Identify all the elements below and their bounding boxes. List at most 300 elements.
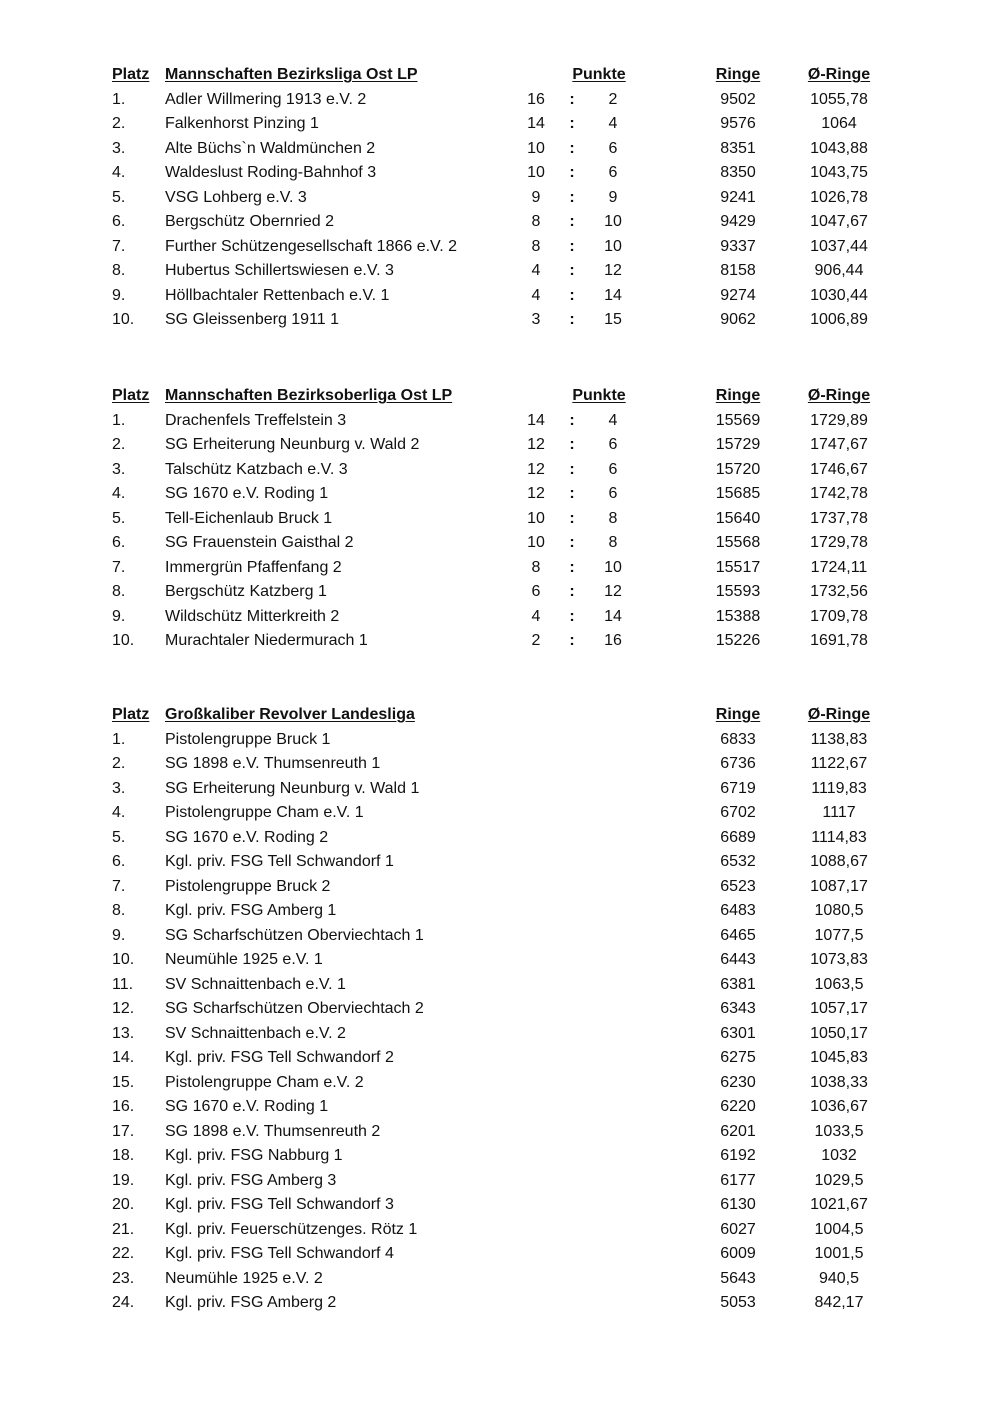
ringe-cell: 6702: [720, 804, 756, 821]
points-separator: :: [569, 485, 575, 502]
team-name-cell: SG 1898 e.V. Thumsenreuth 1: [165, 755, 381, 772]
ringe-cell: 6833: [720, 730, 756, 748]
table-body: [0, 409, 1000, 654]
team-name-cell: SV Schnaittenbach e.V. 2: [165, 1024, 346, 1042]
points-lost-cell: 4: [608, 411, 618, 429]
rank-cell: 9.: [112, 286, 126, 304]
avg-ringe-cell: 1063,5: [814, 975, 864, 993]
ringe-cell: 9062: [720, 311, 756, 328]
team-name-cell: Tell-Eichenlaub Bruck 1: [165, 509, 333, 527]
table-row: [0, 580, 1000, 605]
rank-cell: 10.: [112, 632, 135, 649]
rank-cell: 9.: [112, 926, 126, 944]
points-lost-cell: 12: [604, 262, 622, 279]
avg-ringe-cell: 1747,67: [810, 436, 868, 453]
points-won-cell: 4: [531, 286, 541, 304]
ringe-cell: 6343: [720, 1000, 756, 1017]
team-name-cell: Further Schützengesellschaft 1866 e.V. 2: [165, 237, 458, 255]
ringe-cell: 6009: [720, 1245, 756, 1262]
ringe-cell: 15568: [715, 534, 761, 551]
points-separator: :: [569, 164, 575, 181]
header-avg-ringe: Ø-Ringe: [807, 387, 871, 404]
points-won-cell: 3: [531, 311, 541, 328]
avg-ringe-cell: 1021,67: [810, 1196, 868, 1213]
team-name-cell: Pistolengruppe Bruck 2: [165, 877, 331, 895]
ringe-cell: 6443: [720, 951, 756, 968]
ringe-cell: 6275: [720, 1049, 756, 1066]
points-lost-cell: 14: [604, 607, 622, 625]
rank-cell: 8.: [112, 583, 126, 600]
rank-cell: 13.: [112, 1024, 135, 1042]
league-revolver-landesliga: [0, 703, 1000, 1316]
points-won-cell: 8: [531, 237, 541, 255]
table-header: [0, 703, 1000, 728]
avg-ringe-cell: 1122,67: [810, 755, 868, 772]
table-row: [0, 458, 1000, 483]
rank-cell: 17.: [112, 1122, 135, 1140]
team-name-cell: Kgl. priv. FSG Amberg 2: [165, 1294, 337, 1311]
header-ringe: Ringe: [715, 66, 761, 83]
team-name-cell: Kgl. priv. FSG Amberg 1: [165, 902, 337, 919]
team-name-cell: Murachtaler Niedermurach 1: [165, 632, 368, 649]
table-row: [0, 875, 1000, 900]
avg-ringe-cell: 1691,78: [810, 632, 868, 649]
avg-ringe-cell: 1746,67: [810, 460, 868, 478]
ringe-cell: 9274: [720, 286, 756, 304]
team-name-cell: SG Scharfschützen Oberviechtach 1: [165, 926, 424, 944]
points-separator: :: [569, 286, 575, 304]
points-won-cell: 10: [527, 139, 545, 157]
avg-ringe-cell: 1047,67: [810, 213, 868, 230]
team-name-cell: Wildschütz Mitterkreith 2: [165, 607, 340, 625]
points-separator: :: [569, 534, 575, 551]
avg-ringe-cell: 1138,83: [810, 730, 868, 748]
table-row: [0, 1144, 1000, 1169]
points-won-cell: 10: [527, 534, 545, 551]
team-name-cell: Talschütz Katzbach e.V. 3: [165, 460, 348, 478]
table-row: [0, 259, 1000, 284]
points-lost-cell: 4: [608, 115, 618, 132]
table-row: [0, 1291, 1000, 1316]
table-row: [0, 1046, 1000, 1071]
team-name-cell: Immergrün Pfaffenfang 2: [165, 558, 342, 576]
team-name-cell: VSG Lohberg e.V. 3: [165, 188, 307, 206]
avg-ringe-cell: 1029,5: [814, 1171, 864, 1189]
table-row: [0, 1095, 1000, 1120]
table-row: [0, 850, 1000, 875]
team-name-cell: SG Scharfschützen Oberviechtach 2: [165, 1000, 424, 1017]
table-row: [0, 284, 1000, 309]
table-row: [0, 1071, 1000, 1096]
team-name-cell: Kgl. priv. FSG Tell Schwandorf 3: [165, 1196, 394, 1213]
points-separator: :: [569, 558, 575, 576]
avg-ringe-cell: 1045,83: [810, 1049, 868, 1066]
avg-ringe-cell: 1033,5: [814, 1122, 864, 1140]
points-separator: :: [569, 411, 575, 429]
avg-ringe-cell: 1742,78: [810, 485, 868, 502]
avg-ringe-cell: 1709,78: [810, 607, 868, 625]
ringe-cell: 6736: [720, 755, 756, 772]
team-name-cell: Drachenfels Treffelstein 3: [165, 411, 347, 429]
team-name-cell: SG Erheiterung Neunburg v. Wald 1: [165, 779, 420, 797]
header-platz: Platz: [112, 66, 150, 83]
team-name-cell: Falkenhorst Pinzing 1: [165, 115, 319, 132]
ringe-cell: 6220: [720, 1098, 756, 1115]
points-separator: :: [569, 188, 575, 206]
rank-cell: 1.: [112, 411, 126, 429]
avg-ringe-cell: 1006,89: [810, 311, 868, 328]
avg-ringe-cell: 1077,5: [814, 926, 864, 944]
rank-cell: 2.: [112, 436, 126, 453]
table-row: [0, 161, 1000, 186]
header-league-name: Mannschaften Bezirksliga Ost LP: [165, 66, 418, 83]
ringe-cell: 15729: [715, 436, 761, 453]
points-separator: :: [569, 262, 575, 279]
rank-cell: 5.: [112, 509, 126, 527]
ringe-cell: 8350: [720, 164, 756, 181]
points-lost-cell: 15: [604, 311, 622, 328]
table-row: [0, 137, 1000, 162]
team-name-cell: SG 1670 e.V. Roding 2: [165, 828, 329, 846]
points-won-cell: 12: [527, 485, 545, 502]
ringe-cell: 15569: [715, 411, 761, 429]
ringe-cell: 6192: [720, 1147, 756, 1164]
avg-ringe-cell: 1038,33: [810, 1073, 868, 1091]
rank-cell: 8.: [112, 262, 126, 279]
points-won-cell: 16: [527, 90, 545, 108]
rank-cell: 1.: [112, 730, 126, 748]
team-name-cell: SV Schnaittenbach e.V. 1: [165, 975, 346, 993]
points-won-cell: 8: [531, 213, 541, 230]
avg-ringe-cell: 1026,78: [810, 188, 868, 206]
table-row: [0, 629, 1000, 654]
table-row: [0, 801, 1000, 826]
table-row: [0, 1242, 1000, 1267]
ringe-cell: 15593: [715, 583, 761, 600]
points-won-cell: 2: [531, 632, 541, 649]
header-league-name: Großkaliber Revolver Landesliga: [165, 706, 415, 723]
points-won-cell: 10: [527, 164, 545, 181]
avg-ringe-cell: 1043,88: [810, 139, 868, 157]
rank-cell: 22.: [112, 1245, 135, 1262]
header-ringe: Ringe: [715, 387, 761, 404]
league-bezirksoberliga: [0, 384, 1000, 654]
ringe-cell: 9576: [720, 115, 756, 132]
avg-ringe-cell: 1036,67: [810, 1098, 868, 1115]
rank-cell: 5.: [112, 828, 126, 846]
ringe-cell: 6130: [720, 1196, 756, 1213]
team-name-cell: SG Erheiterung Neunburg v. Wald 2: [165, 436, 420, 453]
team-name-cell: SG 1670 e.V. Roding 1: [165, 485, 329, 502]
table-header: [0, 63, 1000, 88]
ringe-cell: 6301: [720, 1024, 756, 1042]
table-row: [0, 235, 1000, 260]
table-row: [0, 605, 1000, 630]
rank-cell: 8.: [112, 902, 126, 919]
points-lost-cell: 14: [604, 286, 622, 304]
team-name-cell: Waldeslust Roding-Bahnhof 3: [165, 164, 377, 181]
header-platz: Platz: [112, 387, 150, 404]
avg-ringe-cell: 940,5: [818, 1269, 860, 1287]
points-lost-cell: 8: [608, 534, 618, 551]
rank-cell: 3.: [112, 779, 126, 797]
points-lost-cell: 16: [604, 632, 622, 649]
ringe-cell: 6027: [720, 1220, 756, 1238]
points-lost-cell: 6: [608, 164, 618, 181]
points-won-cell: 10: [527, 509, 545, 527]
ringe-cell: 15517: [715, 558, 761, 576]
avg-ringe-cell: 1050,17: [810, 1024, 868, 1042]
table-row: [0, 482, 1000, 507]
rank-cell: 2.: [112, 755, 126, 772]
avg-ringe-cell: 1004,5: [814, 1220, 864, 1238]
avg-ringe-cell: 1114,83: [811, 828, 867, 846]
ringe-cell: 6465: [720, 926, 756, 944]
team-name-cell: Hubertus Schillertswiesen e.V. 3: [165, 262, 394, 279]
ringe-cell: 15640: [715, 509, 761, 527]
rank-cell: 24.: [112, 1294, 135, 1311]
points-separator: :: [569, 237, 575, 255]
ringe-cell: 9337: [720, 237, 756, 255]
avg-ringe-cell: 1055,78: [810, 90, 868, 108]
points-won-cell: 12: [527, 460, 545, 478]
points-lost-cell: 6: [608, 436, 618, 453]
team-name-cell: Pistolengruppe Bruck 1: [165, 730, 331, 748]
ringe-cell: 6689: [720, 828, 756, 846]
points-separator: :: [569, 90, 575, 108]
table-row: [0, 210, 1000, 235]
rank-cell: 4.: [112, 485, 126, 502]
table-row: [0, 973, 1000, 998]
table-body: [0, 88, 1000, 333]
team-name-cell: Bergschütz Katzberg 1: [165, 583, 327, 600]
avg-ringe-cell: 1087,17: [810, 877, 868, 895]
table-row: [0, 531, 1000, 556]
team-name-cell: SG Frauenstein Gaisthal 2: [165, 534, 354, 551]
avg-ringe-cell: 1032: [821, 1147, 857, 1164]
table-row: [0, 1193, 1000, 1218]
ringe-cell: 6483: [720, 902, 756, 919]
points-separator: :: [569, 311, 575, 328]
avg-ringe-cell: 1037,44: [810, 237, 868, 255]
points-won-cell: 9: [531, 188, 541, 206]
rank-cell: 6.: [112, 213, 126, 230]
team-name-cell: Pistolengruppe Cham e.V. 1: [165, 804, 364, 821]
header-punkte: Punkte: [572, 66, 626, 83]
points-won-cell: 12: [527, 436, 545, 453]
ringe-cell: 5053: [720, 1294, 756, 1311]
avg-ringe-cell: 1729,89: [810, 411, 868, 429]
ringe-cell: 6532: [720, 853, 756, 870]
rank-cell: 14.: [112, 1049, 135, 1066]
avg-ringe-cell: 1064: [821, 115, 857, 132]
points-lost-cell: 8: [608, 509, 618, 527]
rank-cell: 4.: [112, 804, 126, 821]
ringe-cell: 15685: [715, 485, 761, 502]
avg-ringe-cell: 1057,17: [810, 1000, 868, 1017]
rank-cell: 21.: [112, 1220, 135, 1238]
points-lost-cell: 6: [608, 139, 618, 157]
rank-cell: 19.: [112, 1171, 135, 1189]
ringe-cell: 6719: [720, 779, 756, 797]
ringe-cell: 6230: [720, 1073, 756, 1091]
table-body: [0, 728, 1000, 1316]
header-punkte: Punkte: [572, 387, 626, 404]
rank-cell: 5.: [112, 188, 126, 206]
rank-cell: 3.: [112, 460, 126, 478]
table-row: [0, 777, 1000, 802]
ringe-cell: 5643: [720, 1269, 756, 1287]
ringe-cell: 6523: [720, 877, 756, 895]
table-row: [0, 556, 1000, 581]
ringe-cell: 9429: [720, 213, 756, 230]
avg-ringe-cell: 842,17: [814, 1294, 864, 1311]
rank-cell: 10.: [112, 951, 135, 968]
header-avg-ringe: Ø-Ringe: [807, 66, 871, 83]
team-name-cell: Kgl. priv. Feuerschützenges. Rötz 1: [165, 1220, 418, 1238]
header-league-name: Mannschaften Bezirksoberliga Ost LP: [165, 387, 453, 404]
points-lost-cell: 10: [604, 213, 622, 230]
table-row: [0, 948, 1000, 973]
ringe-cell: 6201: [720, 1122, 756, 1140]
team-name-cell: Kgl. priv. FSG Amberg 3: [165, 1171, 337, 1189]
team-name-cell: Alte Büchs`n Waldmünchen 2: [165, 139, 376, 157]
avg-ringe-cell: 1080,5: [814, 902, 864, 919]
avg-ringe-cell: 1030,44: [810, 286, 868, 304]
points-separator: :: [569, 139, 575, 157]
rank-cell: 7.: [112, 877, 126, 895]
table-row: [0, 1169, 1000, 1194]
rank-cell: 18.: [112, 1147, 135, 1164]
avg-ringe-cell: 1732,56: [810, 583, 868, 600]
avg-ringe-cell: 1001,5: [814, 1245, 864, 1262]
team-name-cell: Höllbachtaler Rettenbach e.V. 1: [165, 286, 390, 304]
points-separator: :: [569, 632, 575, 649]
avg-ringe-cell: 1043,75: [810, 164, 868, 181]
rank-cell: 2.: [112, 115, 126, 132]
avg-ringe-cell: 1073,83: [810, 951, 868, 968]
rank-cell: 16.: [112, 1098, 135, 1115]
team-name-cell: Kgl. priv. FSG Tell Schwandorf 2: [165, 1049, 394, 1066]
ringe-cell: 15720: [715, 460, 761, 478]
points-lost-cell: 2: [608, 90, 618, 108]
points-won-cell: 6: [531, 583, 541, 600]
team-name-cell: Pistolengruppe Cham e.V. 2: [165, 1073, 364, 1091]
avg-ringe-cell: 906,44: [814, 262, 864, 279]
points-separator: :: [569, 509, 575, 527]
table-row: [0, 112, 1000, 137]
team-name-cell: Kgl. priv. FSG Tell Schwandorf 1: [165, 853, 394, 870]
league-bezirksliga: [0, 63, 1000, 333]
points-separator: :: [569, 460, 575, 478]
table-row: [0, 507, 1000, 532]
ringe-cell: 15226: [715, 632, 761, 649]
points-separator: :: [569, 583, 575, 600]
table-row: [0, 1267, 1000, 1292]
rank-cell: 23.: [112, 1269, 135, 1287]
points-lost-cell: 6: [608, 485, 618, 502]
points-won-cell: 14: [527, 411, 545, 429]
team-name-cell: Kgl. priv. FSG Nabburg 1: [165, 1147, 343, 1164]
table-row: [0, 924, 1000, 949]
points-won-cell: 4: [531, 262, 541, 279]
table-row: [0, 997, 1000, 1022]
avg-ringe-cell: 1117: [822, 804, 856, 821]
table-row: [0, 899, 1000, 924]
table-row: [0, 433, 1000, 458]
points-won-cell: 4: [531, 607, 541, 625]
rank-cell: 9.: [112, 607, 126, 625]
team-name-cell: SG 1670 e.V. Roding 1: [165, 1098, 329, 1115]
rank-cell: 1.: [112, 90, 126, 108]
ringe-cell: 6381: [720, 975, 756, 993]
points-lost-cell: 10: [604, 237, 622, 255]
team-name-cell: Neumühle 1925 e.V. 2: [165, 1269, 323, 1287]
points-separator: :: [569, 436, 575, 453]
team-name-cell: Bergschütz Obernried 2: [165, 213, 334, 230]
rank-cell: 6.: [112, 853, 126, 870]
table-row: [0, 409, 1000, 434]
table-row: [0, 728, 1000, 753]
team-name-cell: Kgl. priv. FSG Tell Schwandorf 4: [165, 1245, 394, 1262]
ringe-cell: 15388: [715, 607, 761, 625]
ringe-cell: 6177: [720, 1171, 756, 1189]
points-lost-cell: 9: [608, 188, 618, 206]
rank-cell: 7.: [112, 558, 126, 576]
ringe-cell: 8158: [720, 262, 756, 279]
team-name-cell: SG 1898 e.V. Thumsenreuth 2: [165, 1122, 381, 1140]
points-lost-cell: 6: [608, 460, 618, 478]
table-row: [0, 1120, 1000, 1145]
table-row: [0, 1022, 1000, 1047]
ringe-cell: 9241: [720, 188, 756, 206]
rank-cell: 11.: [112, 975, 134, 993]
points-won-cell: 8: [531, 558, 541, 576]
team-name-cell: Neumühle 1925 e.V. 1: [165, 951, 323, 968]
rank-cell: 15.: [112, 1073, 135, 1091]
avg-ringe-cell: 1729,78: [810, 534, 868, 551]
table-row: [0, 752, 1000, 777]
avg-ringe-cell: 1737,78: [810, 509, 868, 527]
team-name-cell: Adler Willmering 1913 e.V. 2: [165, 90, 367, 108]
ringe-cell: 8351: [720, 139, 756, 157]
avg-ringe-cell: 1119,83: [811, 779, 867, 797]
table-row: [0, 308, 1000, 333]
points-won-cell: 14: [527, 115, 545, 132]
table-row: [0, 186, 1000, 211]
avg-ringe-cell: 1088,67: [810, 853, 868, 870]
header-platz: Platz: [112, 706, 150, 723]
points-separator: :: [569, 213, 575, 230]
table-row: [0, 88, 1000, 113]
points-separator: :: [569, 115, 575, 132]
ringe-cell: 9502: [720, 90, 756, 108]
points-lost-cell: 10: [604, 558, 622, 576]
avg-ringe-cell: 1724,11: [810, 558, 868, 576]
rank-cell: 10.: [112, 311, 135, 328]
points-separator: :: [569, 607, 575, 625]
rank-cell: 7.: [112, 237, 126, 255]
table-row: [0, 826, 1000, 851]
header-avg-ringe: Ø-Ringe: [807, 706, 871, 723]
table-header: [0, 384, 1000, 409]
rank-cell: 6.: [112, 534, 126, 551]
rank-cell: 4.: [112, 164, 126, 181]
table-row: [0, 1218, 1000, 1243]
header-ringe: Ringe: [715, 706, 761, 723]
rank-cell: 12.: [112, 1000, 135, 1017]
points-lost-cell: 12: [604, 583, 622, 600]
